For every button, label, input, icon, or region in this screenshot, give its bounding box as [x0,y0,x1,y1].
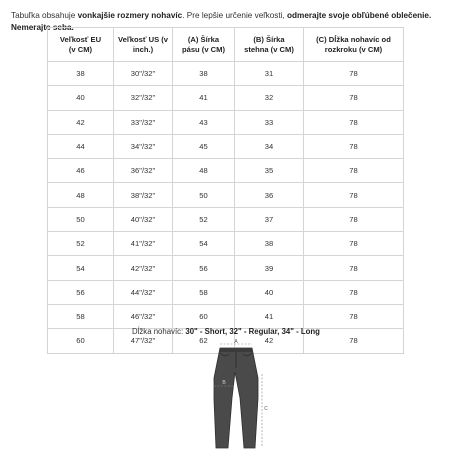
cell-thigh: 32 [235,86,304,110]
cell-us: 42"/32" [114,256,173,280]
cell-eu: 44 [48,134,114,158]
cell-inseam: 78 [304,159,404,183]
cell-us: 32"/32" [114,86,173,110]
table-row [48,256,404,280]
cell-waist: 54 [173,232,235,256]
table-row [48,134,404,158]
intro-text-part: Tabuľka obsahuje [11,11,78,21]
cell-thigh: 31 [235,62,304,86]
header-line: (A) Šírka [187,34,220,44]
table-row [48,183,404,207]
cell-thigh: 35 [235,159,304,183]
cell-inseam: 78 [304,304,404,328]
measure-label-a: A [234,339,238,345]
cell-waist: 56 [173,256,235,280]
header-line: (C) Dĺžka nohavíc od [316,34,391,44]
cell-waist: 58 [173,280,235,304]
cell-waist: 50 [173,183,235,207]
cell-inseam: 78 [304,86,404,110]
cell-us: 41"/32" [114,232,173,256]
header-line: rozkroku (v CM) [324,44,383,54]
cell-eu: 54 [48,256,114,280]
cell-waist: 52 [173,207,235,231]
cell-eu: 46 [48,159,114,183]
cell-us: 46"/32" [114,304,173,328]
cell-inseam: 78 [304,329,404,353]
cell-waist: 38 [173,62,235,86]
cell-thigh: 34 [235,134,304,158]
cell-thigh: 36 [235,183,304,207]
cell-us: 40"/32" [114,207,173,231]
cell-waist: 62 [173,329,235,353]
header-line: Veľkosť US (v [117,34,169,44]
cell-thigh: 40 [235,280,304,304]
cell-us: 44"/32" [114,280,173,304]
pants-silhouette [214,348,258,448]
header-line: Veľkosť EU [59,34,102,44]
length-note [0,327,452,336]
cell-eu: 60 [48,329,114,353]
header-us-size [114,28,173,62]
cell-inseam: 78 [304,256,404,280]
cell-inseam: 78 [304,183,404,207]
header-inseam-length [304,28,404,62]
intro-emphasis-outer-dimensions: vonkajšie rozmery nohavíc [77,11,183,21]
measure-label-b: B [222,380,226,386]
table-row [48,110,404,134]
header-waist-width [173,28,235,62]
cell-thigh: 33 [235,110,304,134]
cell-eu: 38 [48,62,114,86]
table-row [48,232,404,256]
cell-waist: 41 [173,86,235,110]
cell-inseam: 78 [304,280,404,304]
table-row [48,86,404,110]
cell-us: 34"/32" [114,134,173,158]
cell-us: 33"/32" [114,110,173,134]
pants-diagram-icon [196,338,272,450]
measure-label-c: C [264,406,268,412]
header-eu-size [48,28,114,62]
header-line: pásu (v CM) [181,44,226,54]
cell-eu: 42 [48,110,114,134]
cell-waist: 60 [173,304,235,328]
cell-inseam: 78 [304,110,404,134]
cell-us: 30"/32" [114,62,173,86]
cell-inseam: 78 [304,232,404,256]
cell-us: 36"/32" [114,159,173,183]
cell-eu: 48 [48,183,114,207]
cell-inseam: 78 [304,134,404,158]
header-line: (v CM) [68,44,93,54]
header-line: (B) Šírka [253,34,285,44]
cell-eu: 40 [48,86,114,110]
cell-thigh: 38 [235,232,304,256]
cell-thigh: 41 [235,304,304,328]
size-table [47,27,404,354]
cell-waist: 48 [173,159,235,183]
cell-us: 47"/32" [114,329,173,353]
table-row [48,62,404,86]
header-line: inch.) [132,44,154,54]
table-row [48,159,404,183]
cell-thigh: 42 [235,329,304,353]
cell-us: 38"/32" [114,183,173,207]
length-note-options: 30" - Short, 32" - Regular, 34" - Long [185,327,320,336]
intro-text-part: . Pre lepšie určenie veľkosti, [182,11,288,21]
cell-eu: 56 [48,280,114,304]
cell-inseam: 78 [304,62,404,86]
cell-inseam: 78 [304,207,404,231]
header-line: stehna (v CM) [244,44,294,54]
cell-eu: 50 [48,207,114,231]
cell-eu: 52 [48,232,114,256]
cell-thigh: 37 [235,207,304,231]
length-note-label: Dĺžka nohavíc: [132,327,186,336]
header-thigh-width [235,28,304,62]
cell-thigh: 39 [235,256,304,280]
cell-waist: 43 [173,110,235,134]
cell-eu: 58 [48,304,114,328]
table-row [48,280,404,304]
table-header-row [48,28,404,62]
table-row [48,304,404,328]
intro-emphasis-measure-clothes: odmerajte svoje obľúbené oblečenie. Nemerajte seba. [11,11,432,32]
table-row [48,207,404,231]
cell-waist: 45 [173,134,235,158]
